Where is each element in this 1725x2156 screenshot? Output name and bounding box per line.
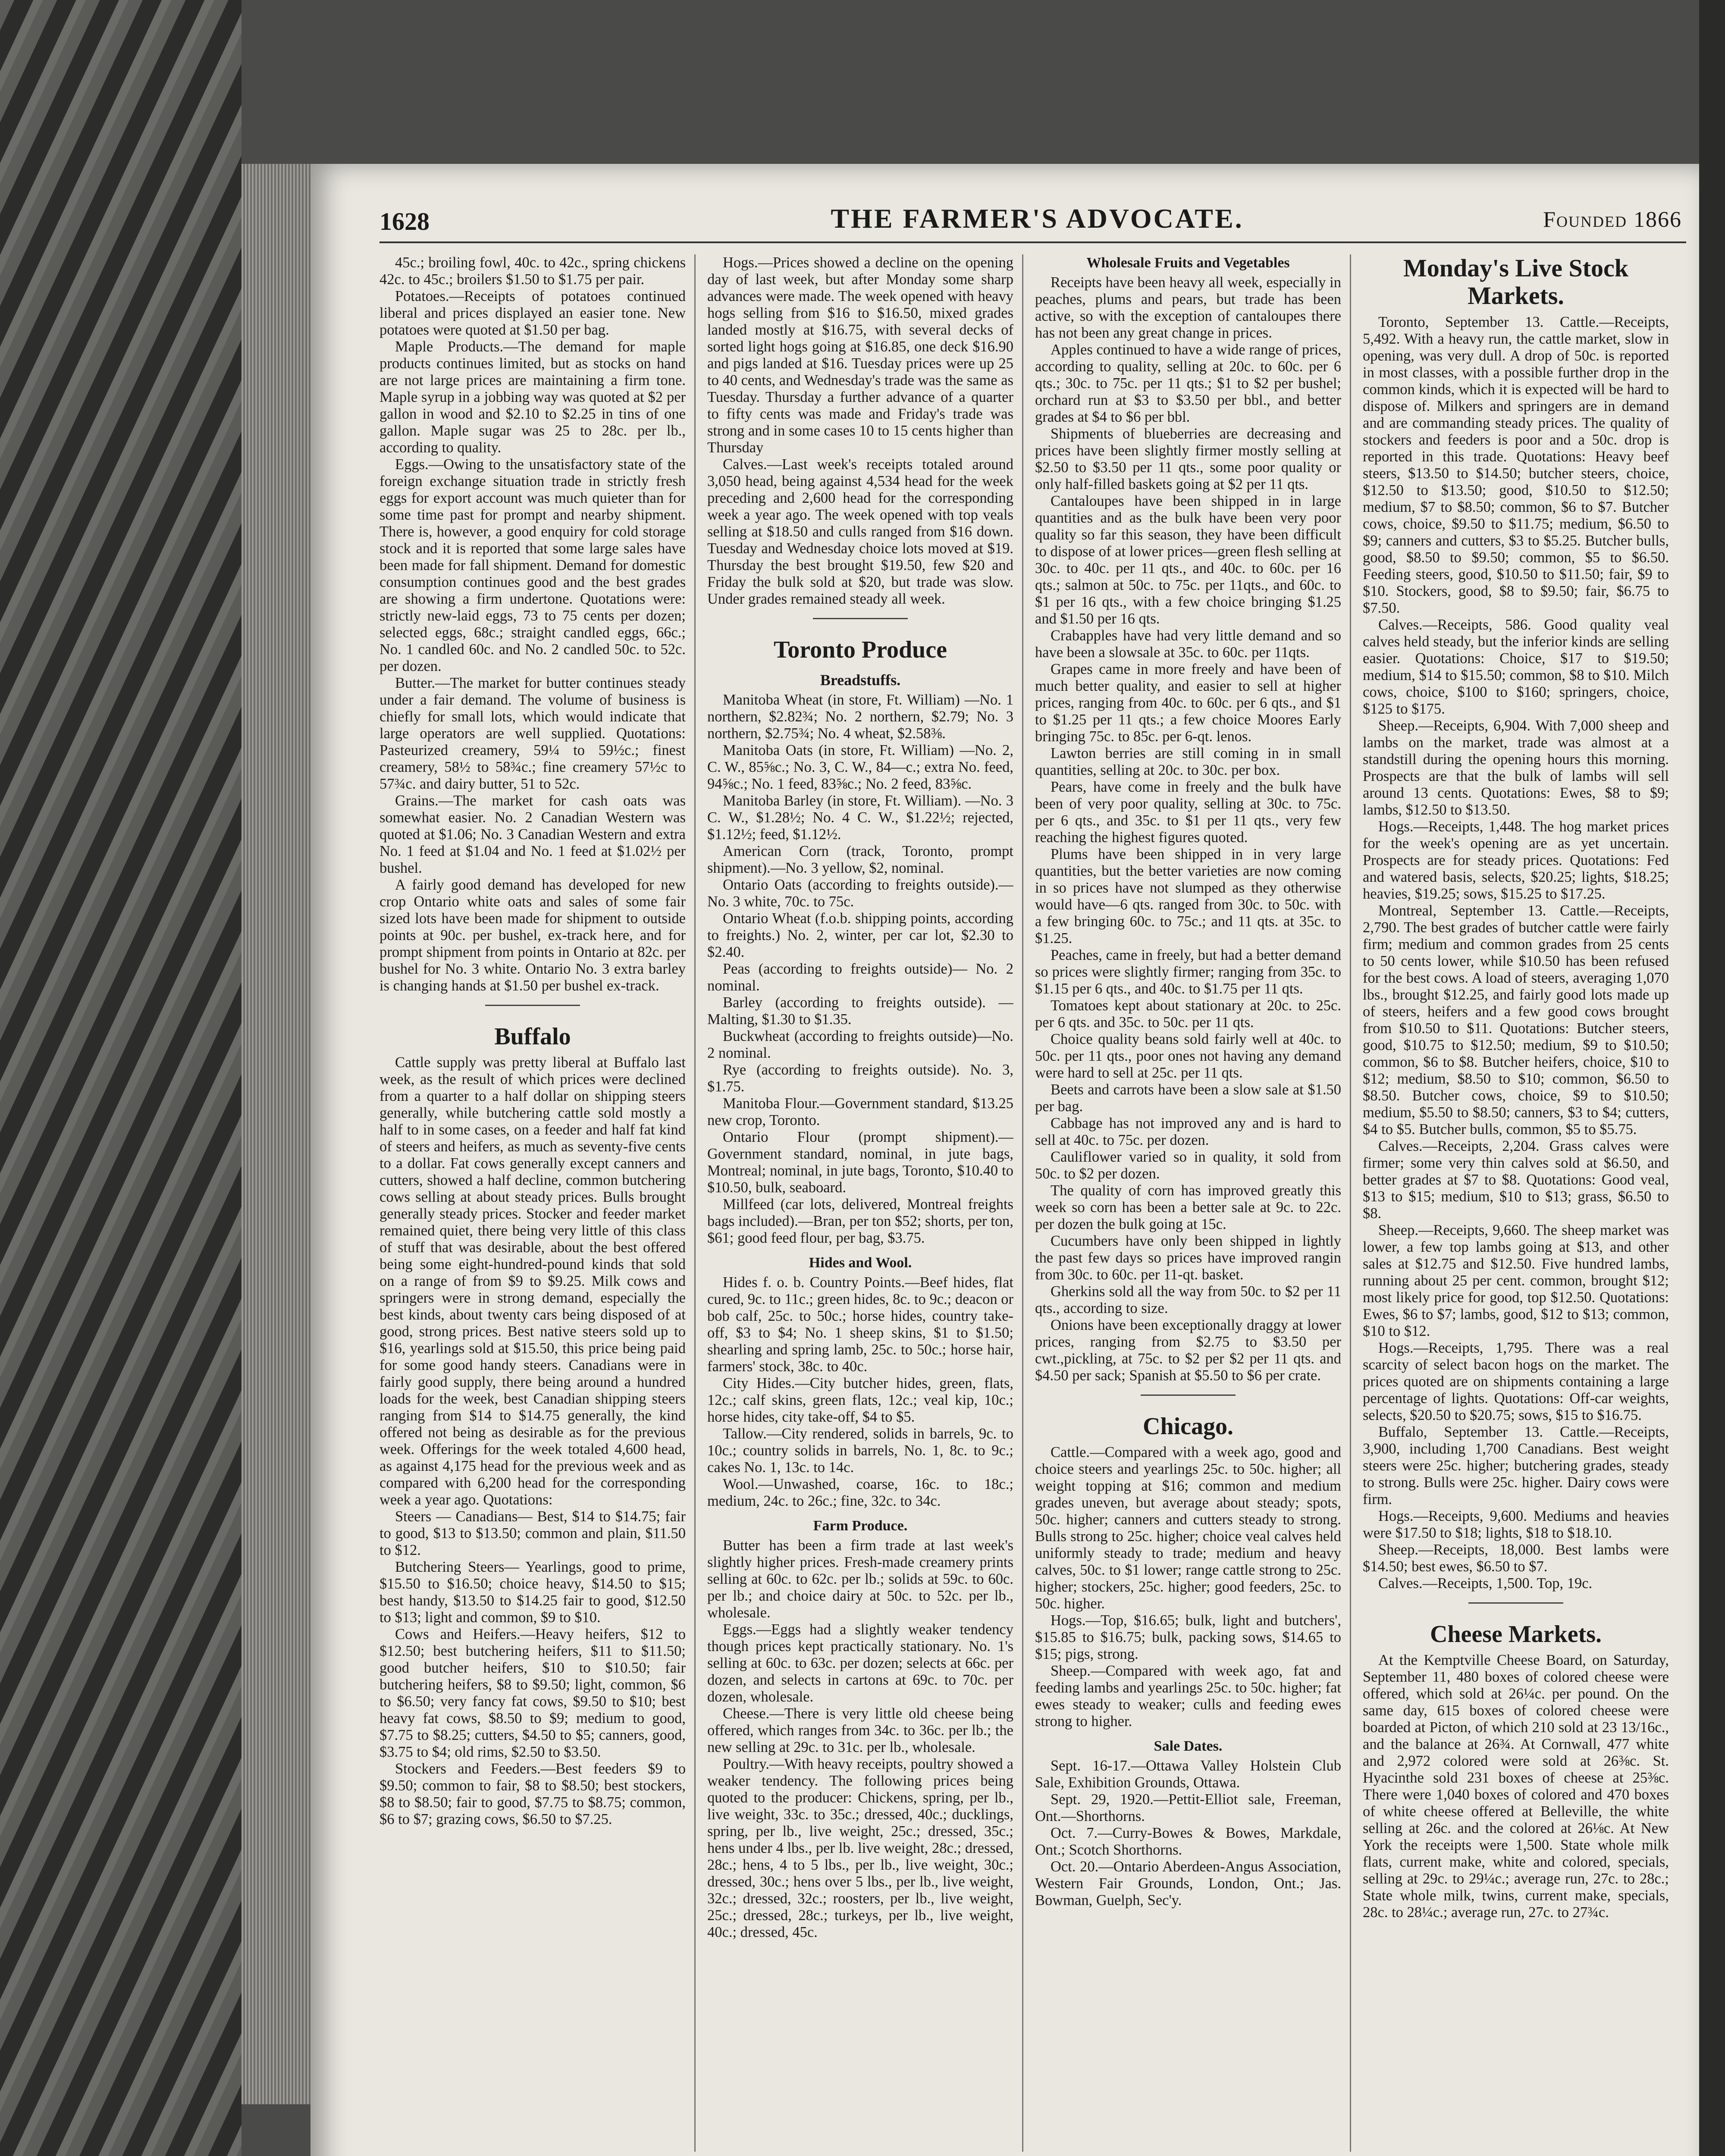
monday-live-stock-heading: Monday's Live Stock Markets. <box>1403 254 1629 310</box>
paragraph: Sept. 16-17.—Ottawa Valley Holstein Club Sale, Exhibition Grounds, Ottawa. <box>1035 1758 1341 1791</box>
paragraph: Ontario Oats (according to freights outside).—No. 3 white, 70c. to 75c. <box>707 877 1013 910</box>
cheese-markets-heading: Cheese Markets. <box>1430 1621 1602 1648</box>
paragraph: Buffalo, September 13. Cattle.—Receipts, 3,900, including 1,700 Canadians. Best weight steers were 25c. higher; butchering grades, steady to strong. Bulls were 25c. higher. Dairy cows were firm. <box>1363 1424 1669 1507</box>
paragraph: Crabapples have had very little demand and so have been a slowsale at 35c. to 60c. per 11qts. <box>1035 627 1341 661</box>
column-divider <box>1022 254 1023 2152</box>
paragraph: Lawton berries are still coming in in small quantities, selling at 20c. to 30c. per box. <box>1035 745 1341 778</box>
paragraph: Eggs.—Eggs had a slightly weaker tendency though prices kept practically stationary. No. 1's selling at 60c. to 63c. per dozen; selects at 66c. per dozen, and selects in cartons at 69c. to 70c. per dozen, wholesale. <box>707 1621 1013 1705</box>
paragraph: Gherkins sold all the way from 50c. to $2 per 11 qts., according to size. <box>1035 1283 1341 1316</box>
paragraph: Sheep.—Receipts, 6,904. With 7,000 sheep and lambs on the market, trade was almost at a standstill during the opening hours this morning. Prospects are that the bulk of lambs will sell around 13 cents. Quotations: Ewes, $8 to $9; lambs, $12.50 to $13.50. <box>1363 718 1669 818</box>
paragraph: Sheep.—Receipts, 18,000. Best lambs were $14.50; best ewes, $6.50 to $7. <box>1363 1542 1669 1575</box>
paragraph: Cattle supply was pretty liberal at Buffalo last week, as the result of which prices were declined from a quarter to a half dollar on shipping steers generally, while butchering cattle sold mostly a half to in some cases, on a feeder and half fat kind of steers and heifers, as much as seventy-five cents to a dollar. Fat cows generally except canners and cutters, showed a half decline, common butchering cows selling at about steady prices. Bulls brought generally steady prices. Stocker and feeder market remained quiet, there being very little of this class of stuff that was desirable, about the best offered being some eight-hundred-pound kinds that sold on a range of from $9 to $9.25. Milk cows and springers were in strong demand, especially the best kinds, about twenty cars being disposed of at good, strong prices. Best native steers sold up to $16, yearlings sold at $15.50, this price being paid for some good handy steers. Canadians were in fairly good supply, there being around a hundred loads for the week, best Canadian shipping steers ranging from $14 to $14.75 generally, the kind offered not being as desirable as for the previous week. Offerings for the week totaled 4,600 head, as against 4,175 head for the previous week and as compared with 6,200 head for the corresponding week a year ago. Quotations: <box>380 1054 686 1508</box>
paragraph: Peaches, came in freely, but had a better demand so prices were slightly firmer; ranging from 35c. to $1.15 per 6 qts., and 40c. to $1.75 per 11 qts. <box>1035 947 1341 997</box>
paragraph: Hogs.—Prices showed a decline on the opening day of last week, but after Monday some sharp advances were made. The week opened with heavy hogs selling from $16 to $16.50, mixed grades landed mostly at $16.75, with several decks of sorted light hogs going at $16.85, one deck $16.90 and pigs landed at $16. Tuesday prices were up 25 to 40 cents, and Wednesday's trade was the same as Tuesday. Thursday a further advance of a quarter to fifty cents was made and Friday's trade was strong and in some cases 10 to 15 cents higher than Thursday <box>707 254 1013 456</box>
paragraph: A fairly good demand has developed for new crop Ontario white oats and sales of some fair sized lots have been made for shipment to outside points at 90c. per bushel, ex-track here, and for prompt shipment from points in Ontario at 82c. per bushel for No. 3 white. Ontario No. 3 extra barley is changing hands at $1.50 per bushel ex-track. <box>380 877 686 994</box>
paragraph: Millfeed (car lots, delivered, Montreal freights bags included).—Bran, per ton $52; shorts, per ton, $61; good feed flour, per bag, $3.75. <box>707 1196 1013 1246</box>
page-number: 1628 <box>380 207 430 235</box>
column-divider <box>1350 254 1351 2152</box>
paragraph: Wool.—Unwashed, coarse, 16c. to 18c.; medium, 24c. to 26c.; fine, 32c. to 34c. <box>707 1476 1013 1509</box>
section-rule <box>485 1005 580 1006</box>
paragraph: Hogs.—Receipts, 1,795. There was a real scarcity of select bacon hogs on the market. The prices quoted are on shipments containing a large percentage of lights. Quotations: Off-car weights, selects, $20.50 to $20.75; sows, $15 to $16.75. <box>1363 1340 1669 1423</box>
paragraph: Rye (according to freights outside). No. 3, $1.75. <box>707 1062 1013 1095</box>
paragraph: Steers — Canadians— Best, $14 to $14.75; fair to good, $13 to $13.50; common and plain, $11.50 to $12. <box>380 1508 686 1558</box>
paragraph: Toronto, September 13. Cattle.—Receipts, 5,492. With a heavy run, the cattle market, slow in opening, was very dull. A drop of 50c. is reported in most classes, with a possible further drop in the common kinds, which it is expected will be hard to dispose of. Milkers and springers are in demand and are commanding steady prices. The quality of stockers and feeders is poor and a 50c. drop is reported in this trade. Quotations: Heavy beef steers, $13.50 to $14.50; butcher steers, choice, $12.50 to $13.50; good, $10.50 to $12.50; medium, $7 to $8.50; common, $6 to $7. Butcher cows, choice, $9.50 to $11.75; medium, $6.50 to $9; canners and cutters, $3 to $5.25. Butcher bulls, good, $8.50 to $9.50; common, $5 to $6.50. Feeding steers, good, $10.50 to $11.50; fair, $9 to $10. Stockers, good, $8 to $9.50; fair, $6.75 to $7.50. <box>1363 314 1669 616</box>
paragraph: Montreal, September 13. Cattle.—Receipts, 2,790. The best grades of butcher cattle were fairly firm; medium and common grades from 25 cents to 50 cents lower, while $10.50 has been refused for the best cows. A load of steers, averaging 1,070 lbs., brought $12.25, and fairly good lots made up of steers, heifers and a few good cows brought from $10.50 to $11. Quotations: Butcher steers, good, $10.75 to $12.50; medium, $9 to $10.50; common, $6 to $8. Butcher heifers, choice, $10 to $12; medium, $8.50 to $10; common, $6.50 to $8.50. Butcher cows, choice, $9 to $10.50; medium, $5.50 to $8.50; canners, $3 to $4; cutters, $4 to $5. Butcher bulls, common, $5 to $5.75. <box>1363 903 1669 1138</box>
column-4 <box>1363 254 1669 2152</box>
column-divider <box>694 254 696 2152</box>
farm-produce-heading: Farm Produce. <box>813 1518 908 1534</box>
paragraph: Apples continued to have a wide range of prices, according to quality, selling at 20c. to 60c. per 6 qts.; 30c. to 75c. per 11 qts.; $1 to $2 per bushel; orchard run at $3 to $3.50 per bbl., and better grades at $4 to $6 per bbl. <box>1035 342 1341 425</box>
paragraph: Eggs.—Owing to the unsatisfactory state of the foreign exchange situation trade in strictly fresh eggs for export account was much quieter than for some time past for prompt and nearby shipment. There is, however, a good enquiry for cold storage stock and it is reported that some large sales have been made for fall shipment. Demand for domestic consumption continues good and the best grades are showing a firm undertone. Quotations were: strictly new-laid eggs, 73 to 75 cents per dozen; selected eggs, 68c.; straight candled eggs, 66c.; No. 1 candled 60c. and No. 2 candled 50c. to 52c. per dozen. <box>380 456 686 674</box>
paragraph: Butter has been a firm trade at last week's slightly higher prices. Fresh-made creamery prints selling at 60c. to 62c. per lb.; solids at 59c. to 60c. per lb.; and choice dairy at 50c. to 52c. per lb., wholesale. <box>707 1537 1013 1621</box>
paragraph: Potatoes.—Receipts of potatoes continued liberal and prices displayed an easier tone. New potatoes were quoted at $1.50 per bag. <box>380 288 686 338</box>
paragraph: Beets and carrots have been a slow sale at $1.50 per bag. <box>1035 1081 1341 1115</box>
paragraph: Receipts have been heavy all week, especially in peaches, plums and pears, but trade has been active, so with the exception of cantaloupes there has not been any great change in prices. <box>1035 274 1341 341</box>
buffalo-heading: Buffalo <box>494 1023 571 1050</box>
paragraph: Cabbage has not improved any and is hard to sell at 40c. to 75c. per dozen. <box>1035 1115 1341 1148</box>
book-spine-background <box>0 0 242 2156</box>
paragraph: Sept. 29, 1920.—Pettit-Elliot sale, Freeman, Ont.—Shorthorns. <box>1035 1791 1341 1824</box>
paragraph: Butchering Steers— Yearlings, good to prime, $15.50 to $16.50; choice heavy, $14.50 to $15; best handy, $13.50 to $14.25 fair to good, $12.50 to $13; light and common, $9 to $10. <box>380 1559 686 1626</box>
paragraph: Cantaloupes have been shipped in in large quantities and as the bulk have been very poor quality so far this season, they have been difficult to dispose of at lower prices—green flesh selling at 30c. to 40c. per 11 qts., and 40c. to 60c. per 16 qts.; salmon at 50c. to 75c. per 11qts., and 60c. to $1 per 16 qts., with a few choice bringing $1.25 and $1.50 per 16 qts. <box>1035 493 1341 627</box>
hides-wool-heading: Hides and Wool. <box>809 1255 912 1271</box>
fruits-vegetables-heading: Wholesale Fruits and Vegetables <box>1086 255 1290 271</box>
paragraph: Grains.—The market for cash oats was somewhat easier. No. 2 Canadian Western was quoted at $1.06; No. 3 Canadian Western and extra No. 1 feed at $1.04 and No. 1 feed at $1.02½ per bushel. <box>380 793 686 876</box>
page-header <box>380 203 1695 237</box>
paragraph: Oct. 7.—Curry-Bowes & Bowes, Markdale, Ont.; Scotch Shorthorns. <box>1035 1825 1341 1858</box>
paragraph: At the Kemptville Cheese Board, on Saturday, September 11, 480 boxes of colored cheese were offered, which sold at 26¼c. per pound. On the same day, 615 boxes of colored cheese were boarded at Picton, of which 210 sold at 23 13/16c., and the balance at 26¾. At Cornwall, 477 white and 2,972 colored were sold at 26⅜c. St. Hyacinthe sold 231 boxes of cheese at 25⅜c. There were 1,040 boxes of colored and 470 boxes of white cheese offered at Belleville, the white selling at 26c. and the colored at 26⅛c. At New York the receipts were 1,500. State whole milk flats, current make, white and colored, specials, selling at 29c. to 29¼c.; average run, 27c. to 28c.; State whole milk, twins, current make, specials, 28c. to 28¼c.; average run, 27c. to 27¾c. <box>1363 1652 1669 1921</box>
paragraph: Calves.—Last week's receipts totaled around 3,050 head, being against 4,534 head for the week preceding and 2,600 head for the corresponding week a year ago. The week opened with top veals selling at $18.50 and culls ranged from $16 down. Tuesday and Wednesday choice lots moved at $19. Thursday the best brought $19.50, few $20 and Friday the bulk sold at $20, but trade was slow. Under grades remained steady all week. <box>707 456 1013 607</box>
paragraph: Manitoba Flour.—Government standard, $13.25 new crop, Toronto. <box>707 1095 1013 1128</box>
paragraph: Peas (according to freights outside)— No. 2 nominal. <box>707 961 1013 994</box>
paragraph: The quality of corn has improved greatly this week so corn has been a better sale at 9c. to 22c. per dozen the bulk going at 15c. <box>1035 1182 1341 1232</box>
paragraph: American Corn (track, Toronto, prompt shipment).—No. 3 yellow, $2, nominal. <box>707 843 1013 876</box>
paragraph: Cattle.—Compared with a week ago, good and choice steers and yearlings 25c. to 50c. higher; all weight topping at $16; common and medium grades uneven, but average about steady; spots, 50c. higher; canners and cutters steady to strong. Bulls strong to 25c. higher; choice veal calves held uniformly steady to trade; medium and heavy calves, 50c. to $1 lower; range cattle strong to 25c. higher; stockers, 25c. higher; good feeders, 25c. to 50c. higher. <box>1035 1444 1341 1612</box>
paragraph: Butter.—The market for butter continues steady under a fair demand. The volume of business is chiefly for small lots, which would indicate that large operators are well supplied. Quotations: Pasteurized creamery, 59¼ to 59½c.; finest creamery, 58½ to 58¾c.; fine creamery 57½c to 57¾c. and dairy butter, 51 to 52c. <box>380 675 686 792</box>
section-rule <box>1141 1395 1236 1396</box>
column-2 <box>707 254 1013 2152</box>
paragraph: Hides f. o. b. Country Points.—Beef hides, flat cured, 9c. to 11c.; green hides, 8c. to 9c.; deacon or bob calf, 25c. to 50c.; horse hides, country take-off, $3 to $4; No. 1 sheep skins, $1 to $1.50; shearling and spring lamb, 25c. to 50c.; horse hair, farmers' stock, 38c. to 40c. <box>707 1274 1013 1375</box>
page-edges <box>242 164 310 2104</box>
paragraph: Hogs.—Receipts, 9,600. Mediums and heavies were $17.50 to $18; lights, $18 to $18.10. <box>1363 1508 1669 1541</box>
paragraph: Pears, have come in freely and the bulk have been of very poor quality, selling at 30c. to 75c. per 6 qts., and 35c. to $1 per 11 qts., very few reaching the highest figures quoted. <box>1035 779 1341 846</box>
column-1 <box>380 254 686 2152</box>
chicago-heading: Chicago. <box>1143 1413 1233 1440</box>
paragraph: Oct. 20.—Ontario Aberdeen-Angus Association, Western Fair Grounds, London, Ont.; Jas. Bowman, Guelph, Sec'y. <box>1035 1858 1341 1908</box>
paragraph: Onions have been exceptionally draggy at lower prices, ranging from $2.75 to $3.50 per cwt.,pickling, at 75c. to $2 per $2 per 11 qts. and $4.50 per sack; Spanish at $5.50 to $6 per crate. <box>1035 1317 1341 1384</box>
paragraph: Ontario Wheat (f.o.b. shipping points, according to freights.) No. 2, winter, per car lot, $2.30 to $2.40. <box>707 910 1013 960</box>
paragraph: Calves.—Receipts, 1,500. Top, 19c. <box>1378 1575 1593 1592</box>
toronto-produce-heading: Toronto Produce <box>774 636 947 663</box>
section-rule <box>1468 1602 1563 1604</box>
paragraph: Cauliflower varied so in quality, it sold from 50c. to $2 per dozen. <box>1035 1149 1341 1182</box>
paragraph: Choice quality beans sold fairly well at 40c. to 50c. per 11 qts., poor ones not having any demand were hard to sell at 25c. per 11 qts. <box>1035 1031 1341 1081</box>
publication-title: THE FARMER'S ADVOCATE. <box>831 203 1244 234</box>
founded-note: Founded 1866 <box>1543 207 1682 232</box>
paragraph: Shipments of blueberries are decreasing and prices have been slightly firmer mostly selling at $2.50 to $3.50 per 11 qts., some poor quality or only half-filled baskets going at $2 per 11 qts. <box>1035 426 1341 492</box>
paragraph: Poultry.—With heavy receipts, poultry showed a weaker tendency. The following prices being quoted to the producer: Chickens, spring, per lb., live weight, 33c. to 35c.; dressed, 40c.; ducklings, spring, per lb., live weight, 25c.; dressed, 35c.; hens under 4 lbs., per lb. live weight, 28c.; dressed, 28c.; hens, 4 to 5 lbs., per lb., live weight, 30c.; dressed, 30c.; hens over 5 lbs., per lb., live weight, 32c.; dressed, 32c.; roosters, per lb., live weight, 25c.; dressed, 28c.; turkeys, per lb., live weight, 40c.; dressed, 45c. <box>707 1756 1013 1940</box>
paragraph: Hogs.—Receipts, 1,448. The hog market prices for the week's opening are as yet uncertain. Prospects are for steady prices. Quotations: Fed and watered basis, selects, $20.25; lights, $18.25; heavies, $19.25; sows, $15.25 to $17.25. <box>1363 818 1669 902</box>
paragraph: Stockers and Feeders.—Best feeders $9 to $9.50; common to fair, $8 to $8.50; best stockers, $8 to $8.50; fair to good, $7.75 to $8.75; common, $6 to $7; grazing cows, $6.50 to $7.25. <box>380 1761 686 1827</box>
paragraph: City Hides.—City butcher hides, green, flats, 12c.; calf skins, green flats, 12c.; veal kip, 10c.; horse hides, city take-off, $4 to $5. <box>707 1375 1013 1425</box>
paragraph: Calves.—Receipts, 586. Good quality veal calves held steady, but the inferior kinds are selling easier. Quotations: Choice, $17 to $19.50; medium, $14 to $15.50; common, $8 to $10. Milch cows, choice, $100 to $160; springers, choice, $125 to $175. <box>1363 617 1669 717</box>
paragraph: Tomatoes kept about stationary at 20c. to 25c. per 6 qts. and 35c. to 50c. per 11 qts. <box>1035 997 1341 1031</box>
paragraph: Sheep.—Receipts, 9,660. The sheep market was lower, a few top lambs going at $13, and other sales at $12.75 and $12.50. Five hundred lambs, running about 25 per cent. common, brought $12; most likely price for good, top $12.50. Quotations: Ewes, $6 to $7; lambs, good, $12 to $13; common, $10 to $12. <box>1363 1222 1669 1339</box>
right-shadow <box>1699 0 1725 2156</box>
paragraph: 45c.; broiling fowl, 40c. to 42c., spring chickens 42c. to 45c.; broilers $1.50 to $1.75 per pair. <box>380 254 686 288</box>
paragraph: Hogs.—Top, $16.65; bulk, light and butchers', $15.85 to $16.75; bulk, packing sows, $14.65 to $15; pigs, strong. <box>1035 1612 1341 1662</box>
paragraph: Sheep.—Compared with week ago, fat and feeding lambs and yearlings 25c. to 50c. higher; fat ewes steady to weaker; culls and feeding ewes strong to higher. <box>1035 1663 1341 1730</box>
paragraph: Ontario Flour (prompt shipment).— Government standard, nominal, in jute bags, Montreal; nominal, in jute bags, Toronto, $10.40 to $10.50, bulk, seaboard. <box>707 1129 1013 1196</box>
paragraph: Cheese.—There is very little old cheese being offered, which ranges from 34c. to 36c. per lb.; the new selling at 29c. to 31c. per lb., wholesale. <box>707 1705 1013 1755</box>
paragraph: Grapes came in more freely and have been of much better quality, and easier to sell at higher prices, ranging from 40c. to 60c. per 6 qts., and $1 to $1.25 per 11 qts.; a few choice Moores Early bringing 75c. to 85c. per 6-qt. lenos. <box>1035 661 1341 745</box>
sale-dates-heading: Sale Dates. <box>1154 1738 1223 1754</box>
paragraph: Cucumbers have only been shipped in lightly the past few days so prices have improved rangin from 30c. to 60c. per 11-qt. basket. <box>1035 1233 1341 1283</box>
paragraph: Cows and Heifers.—Heavy heifers, $12 to $12.50; best butchering heifers, $11 to $11.50; good butcher heifers, $10 to $10.50; fair butchering heifers, $8 to $9.50; light, common, $6 to $6.50; very fancy fat cows, $9.50 to $10; best heavy fat cows, $8.50 to $9; medium to good, $7.75 to $8.25; cutters, $4.50 to $5; canners, good, $3.75 to $4; old rims, $2.50 to $3.50. <box>380 1626 686 1760</box>
paragraph: Manitoba Wheat (in store, Ft. William) —No. 1 northern, $2.82¾; No. 2 northern, $2.79; No. 3 northern, $2.75¾; No. 4 wheat, $2.58⅜. <box>707 692 1013 742</box>
breadstuffs-heading: Breadstuffs. <box>820 671 901 689</box>
header-rule <box>380 241 1686 243</box>
paragraph: Plums have been shipped in in very large quantities, but the better varieties are now coming in so prices have not slumped as they otherwise would have—6 qts. ranged from 30c. to 50c. with a few bringing 60c. to 75c.; and 11 qts. at 35c. to $1.25. <box>1035 846 1341 946</box>
paragraph: Manitoba Oats (in store, Ft. William) —No. 2, C. W., 85⅝c.; No. 3, C. W., 84—c.; extra No. feed, 94⅝c.; No. 1 feed, 83⅝c.; No. 2 feed, 83⅝c. <box>707 742 1013 792</box>
paragraph: Tallow.—City rendered, solids in barrels, 9c. to 10c.; country solids in barrels, No. 1, 8c. to 9c.; cakes No. 1, 13c. to 14c. <box>707 1426 1013 1476</box>
paragraph: Maple Products.—The demand for maple products continues limited, but as stocks on hand are not large prices are maintaining a firm tone. Maple syrup in a jobbing way was quoted at $2 per gallon in wood and $2.10 to $2.25 in tins of one gallon. Maple sugar was 25 to 28c. per lb., according to quality. <box>380 338 686 456</box>
section-rule <box>813 618 908 619</box>
paragraph: Calves.—Receipts, 2,204. Grass calves were firmer; some very thin calves sold at $6.50, and better grades at $7 to $8. Quotations: Good veal, $13 to $15; medium, $10 to $13; grass, $6.50 to $8. <box>1363 1138 1669 1222</box>
paragraph: Barley (according to freights outside). —Malting, $1.30 to $1.35. <box>707 994 1013 1028</box>
paragraph: Manitoba Barley (in store, Ft. William). —No. 3 C. W., $1.28½; No. 4 C. W., $1.22½; rejected, $1.12½; feed, $1.12½. <box>707 793 1013 843</box>
paragraph: Buckwheat (according to freights outside)—No. 2 nominal. <box>707 1028 1013 1061</box>
column-3 <box>1035 254 1341 2152</box>
